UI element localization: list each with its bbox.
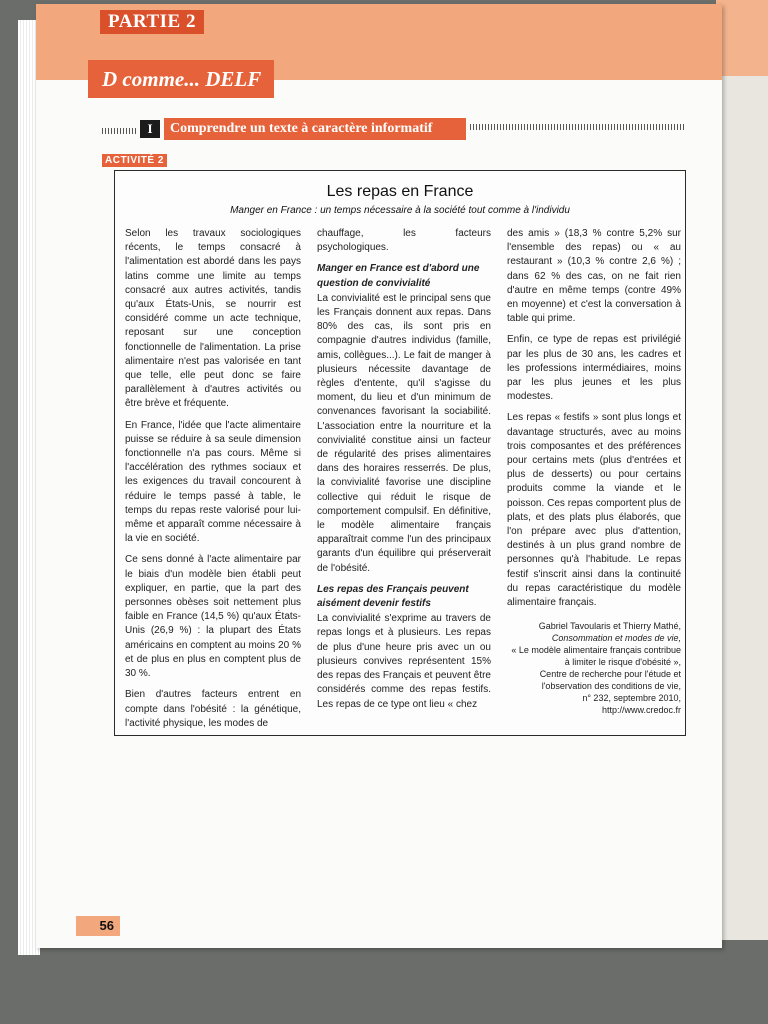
paragraph: La convivialité s'exprime au travers de repas longs et à plusieurs. Les repas de plus d'une heure pris avec un ou plusieurs convives représentent 15% des repas des Français et peuvent être considérés comme des repas festifs. Les repas de ce type ont lieu « chez <box>317 613 491 710</box>
book-page <box>36 4 722 948</box>
section-header <box>102 118 684 140</box>
paragraph: Enfin, ce type de repas est privilégié par les plus de 30 ans, les cadres et les professions intermédiaires, moins par les plus jeunes et les plus modestes. <box>507 334 681 403</box>
article-subtitle: Manger en France : un temps nécessaire à la société tout comme à l'individu <box>230 205 570 216</box>
source-url: http://www.credoc.fr <box>601 705 681 716</box>
paragraph: Bien d'autres facteurs entrent en compte dans l'obésité : la génétique, l'activité physique, les modes de <box>125 689 301 729</box>
article-box <box>114 170 686 736</box>
unit-title: D comme... DELF <box>88 60 274 98</box>
article-title: Les repas en France <box>326 183 474 200</box>
page-number: 56 <box>76 916 120 936</box>
facing-page-edge <box>716 0 768 940</box>
article-column-3 <box>507 227 681 716</box>
subheading-conviviality: Manger en France est d'abord une question de convivialité <box>317 263 480 289</box>
paragraph: des amis » (18,3 % contre 5,2% sur l'ensemble des repas) ou « au restaurant » (10,3 % contre 2,6 %) ; dans 62 % des cas, on ne fait rien d'autre en même temps (contre 49% en moyenne) et c'est la conversation à table qui prime. <box>507 228 681 325</box>
section-number: I <box>140 120 160 138</box>
paragraph: Les repas « festifs » sont plus longs et davantage structurés, avec au moins trois composantes et des préférences pour certains mets (plus d'entrées et plus de desserts) ou pour certains produits comme la viande et le poisson. Ces repas comportent plus de plats, et des plats plus élaborés, que l'on prépare avec plus d'attention, destinés à un plus grand nombre de personnes qu'à l'habitude. Le repas festif s'inscrit ainsi dans la continuité du repas caractéristique du modèle alimentaire français. <box>507 412 681 609</box>
source-publisher: Centre de recherche pour l'étude et l'observation des conditions de vie, <box>539 669 681 692</box>
paragraph: La convivialité est le principal sens que les Français donnent aux repas. Dans 80% des cas, ils sont pris en compagnie d'autres individus (famille, amis, collègues...). Le fait de manger à plusieurs nécessite davantage de règles d'entente, qu'il s'agisse du moment, du lieu et d'un minimum de convenances favorisant la sociabilité. L'association entre la nourriture et la convivialité constitue ainsi un facteur de régularité des prises alimentaires dans des horaires resserrés. De plus, la convivialité favorise une discipline collective qui réduit le risque de comportement compulsif. En définitive, le modèle alimentaire français apparaîtrait comme l'un des principaux garants d'un équilibre qui préserverait de l'obésité. <box>317 292 491 574</box>
source-citation <box>507 620 681 716</box>
paragraph: chauffage, les facteurs psychologiques. <box>317 228 491 254</box>
article-column-1 <box>125 227 301 738</box>
hatch-decoration-right <box>470 124 684 130</box>
source-article: « Le modèle alimentaire français contribue à limiter le risque d'obésité », <box>511 645 681 668</box>
subheading-festive-meals: Les repas des Français peuvent aisément devenir festifs <box>317 583 469 610</box>
activity-label: ACTIVITÉ 2 <box>102 154 167 167</box>
paragraph: Ce sens donné à l'acte alimentaire par le biais d'un modèle bien établi peut expliquer, en partie, que la part des personnes obèses soit nettement plus faible en France (14,5 %) qu'aux États-Unis (26,9 %) : la plupart des États américains en comptent au moins 20 % et de plus en plus en comptent plus de 30 %. <box>125 554 301 680</box>
source-publication: Consommation et modes de vie, <box>551 633 681 644</box>
paragraph: Selon les travaux sociologiques récents, le temps consacré à l'alimentation est abordé dans les pays latins comme une limite au temps consacré aux autres activités, tandis qu'aux États-Unis, se nourrir est considéré comme un acte technique, reposant sur une conception fonctionnelle de l'alimentation. La prise alimentaire n'est pas valorisée en tant que telle, elle peut donc se faire parallèlement à d'autres activités ou être brève et fréquente. <box>125 228 301 410</box>
section-title: Comprendre un texte à caractère informatif <box>164 118 466 140</box>
hatch-decoration-left <box>102 128 138 134</box>
source-issue: n° 232, septembre 2010, <box>582 693 681 704</box>
article-column-2 <box>317 227 491 719</box>
part-label: PARTIE 2 <box>100 10 204 34</box>
paragraph: En France, l'idée que l'acte alimentaire puisse se réduire à sa seule dimension fonctionnelle n'a pas cours. Même si l'accélération des rythmes sociaux et les exigences du travail concourent à réduire le temps passé à table, le temps du repas reste valorisé pour lui-même et apparaît comme nécessaire à la vie en société. <box>125 419 301 545</box>
source-authors: Gabriel Tavoularis et Thierry Mathé, <box>538 621 681 632</box>
